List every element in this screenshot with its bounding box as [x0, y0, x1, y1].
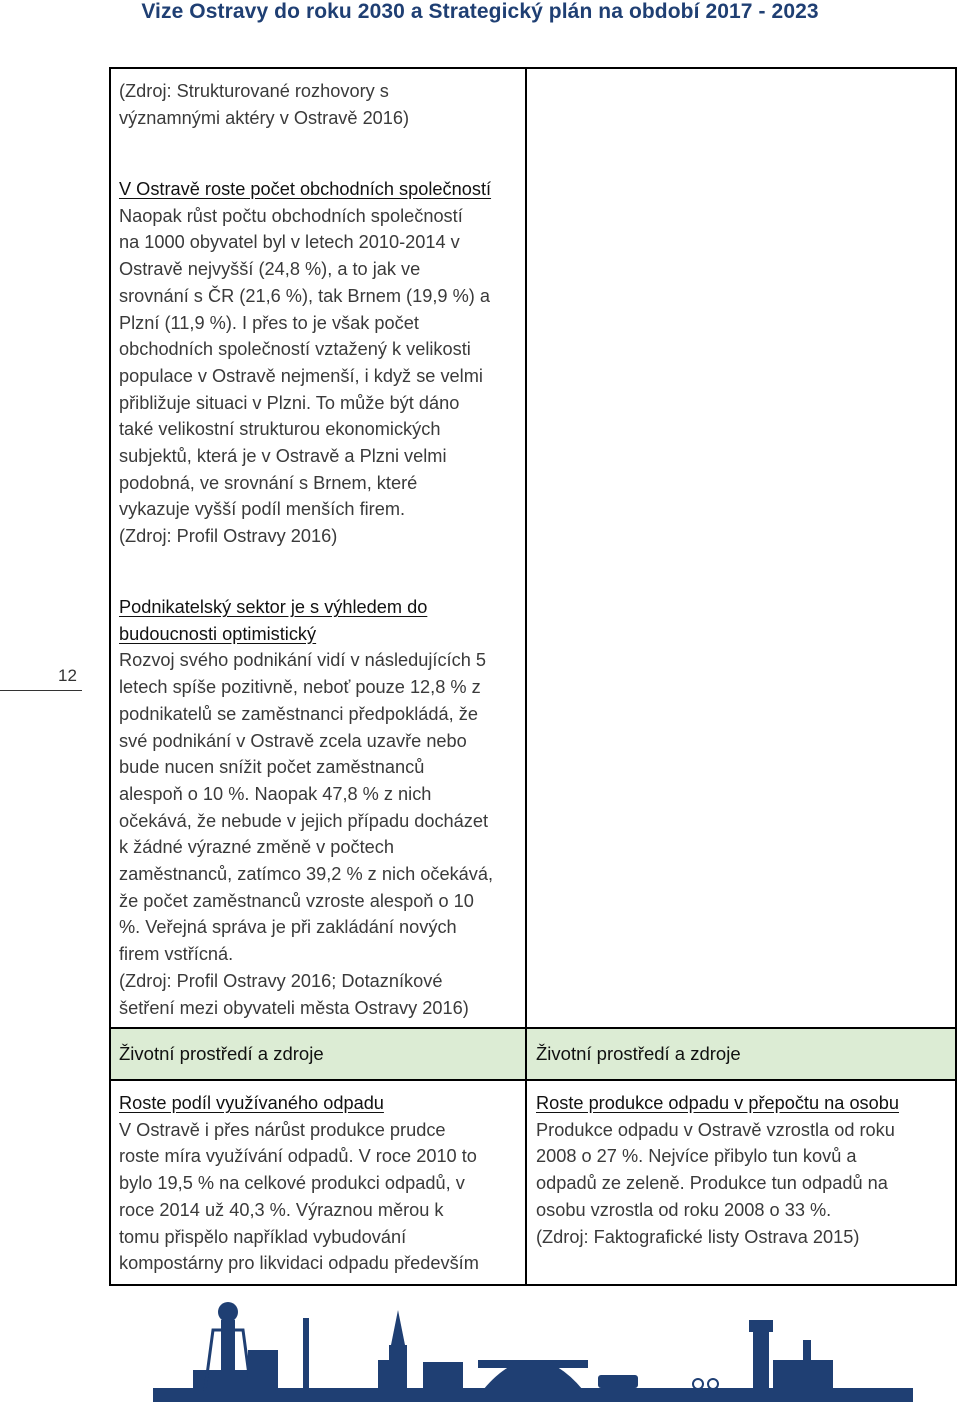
text-line: k žádné výrazné změně v počtech: [119, 837, 394, 858]
text-line: roste míra využívání odpadů. V roce 2010 to: [119, 1146, 477, 1167]
block-heading: budoucnosti optimistický: [119, 623, 317, 644]
left-waste-block: [119, 1090, 479, 1277]
text-line: šetření mezi obyvateli města Ostravy 2016): [119, 997, 469, 1018]
block-heading: Roste produkce odpadu v přepočtu na osobu: [536, 1093, 899, 1113]
text-line: podnikatelů se zaměstnanci předpokládá, že: [119, 703, 478, 724]
text-line: Produkce odpadu v Ostravě vzrostla od roku: [536, 1119, 895, 1140]
text-line: srovnání s ČR (21,6 %), tak Brnem (19,9 %) a: [119, 285, 490, 306]
page-header-title: Vize Ostravy do roku 2030 a Strategický plán na období 2017 - 2023: [141, 0, 819, 23]
text-line: že počet zaměstnanců vzroste alespoň o 10: [119, 890, 474, 911]
text-line: populace v Ostravě nejmenší, i když se velmi: [119, 365, 483, 386]
block-heading: Roste podíl využívaného odpadu: [119, 1093, 384, 1113]
text-line: bude nucen snížit počet zaměstnanců: [119, 757, 425, 778]
text-line: Naopak růst počtu obchodních společností: [119, 205, 463, 226]
text-line: subjektů, která je v Ostravě a Plzni velmi: [119, 446, 447, 467]
text-line: vykazuje vyšší podíl menších firem.: [119, 499, 406, 520]
text-line: také velikostní strukturou ekonomických: [119, 419, 441, 440]
left-companies-block: [119, 176, 491, 550]
text-line: na 1000 obyvatel byl v letech 2010-2014 v: [119, 232, 460, 253]
right-waste-block: [536, 1090, 899, 1250]
page-number-rule: [0, 690, 82, 691]
text-line: své podnikání v Ostravě zcela uzavře nebo: [119, 730, 467, 751]
text-line: Plzní (11,9 %). I přes to je však počet: [119, 312, 419, 333]
text-line: (Zdroj: Profil Ostravy 2016): [119, 526, 338, 547]
text-line: tomu přispělo například vybudování: [119, 1226, 407, 1247]
text-line: zaměstnanců, zatímco 39,2 % z nich očekává,: [119, 864, 494, 885]
text-line: Rozvoj svého podnikání vidí v následujících 5: [119, 650, 486, 671]
block-heading: Podnikatelský sektor je s výhledem do: [119, 597, 428, 617]
text-line: (Zdroj: Strukturované rozhovory s: [119, 81, 389, 101]
text-line: %. Veřejná správa je při zakládání nových: [119, 917, 457, 938]
text-line: kompostárny pro likvidaci odpadu především: [119, 1253, 479, 1274]
text-line: V Ostravě i přes nárůst produkce prudce: [119, 1119, 446, 1140]
band-top-rule: [109, 1027, 957, 1029]
block-heading: V Ostravě roste počet obchodních společností: [119, 179, 492, 199]
page-number: 12: [58, 666, 77, 685]
left-source-block: [119, 78, 409, 131]
text-line: letech spíše pozitivně, neboť pouze 12,8 % z: [119, 677, 481, 698]
ostrava-skyline-illustration: [153, 1290, 913, 1402]
right-band-title: Životní prostředí a zdroje: [536, 1043, 741, 1064]
text-line: firem vstřícná.: [119, 944, 234, 965]
text-line: podobná, ve srovnání s Brnem, které: [119, 472, 418, 493]
text-line: obchodních společností vztažený k velikosti: [119, 339, 471, 360]
left-band-title: Životní prostředí a zdroje: [119, 1043, 324, 1064]
text-line: přibližuje situaci v Plzni. To může být dáno: [119, 392, 460, 413]
text-line: roce 2014 už 40,3 %. Výraznou měrou k: [119, 1199, 444, 1220]
band-bottom-rule: [109, 1079, 957, 1081]
left-business-block: [119, 594, 493, 1021]
text-line: alespoň o 10 %. Naopak 47,8 % z nich: [119, 783, 432, 804]
text-line: Ostravě nejvyšší (24,8 %), a to jak ve: [119, 259, 421, 280]
text-line: (Zdroj: Profil Ostravy 2016; Dotazníkové: [119, 970, 443, 991]
text-line: 2008 o 27 %. Nejvíce přibylo tun kovů a: [536, 1146, 857, 1167]
text-line: bylo 19,5 % na celkové produkci odpadů, v: [119, 1173, 465, 1194]
text-line: odpadů ze zeleně. Produkce tun odpadů na: [536, 1173, 888, 1194]
text-line: osobu vzrostla od roku 2008 o 33 %.: [536, 1199, 832, 1220]
column-divider: [525, 67, 527, 1286]
text-line: očekává, že nebude v jejich případu docházet: [119, 810, 489, 831]
text-line: (Zdroj: Faktografické listy Ostrava 2015): [536, 1226, 860, 1247]
text-line: významnými aktéry v Ostravě 2016): [119, 107, 410, 128]
